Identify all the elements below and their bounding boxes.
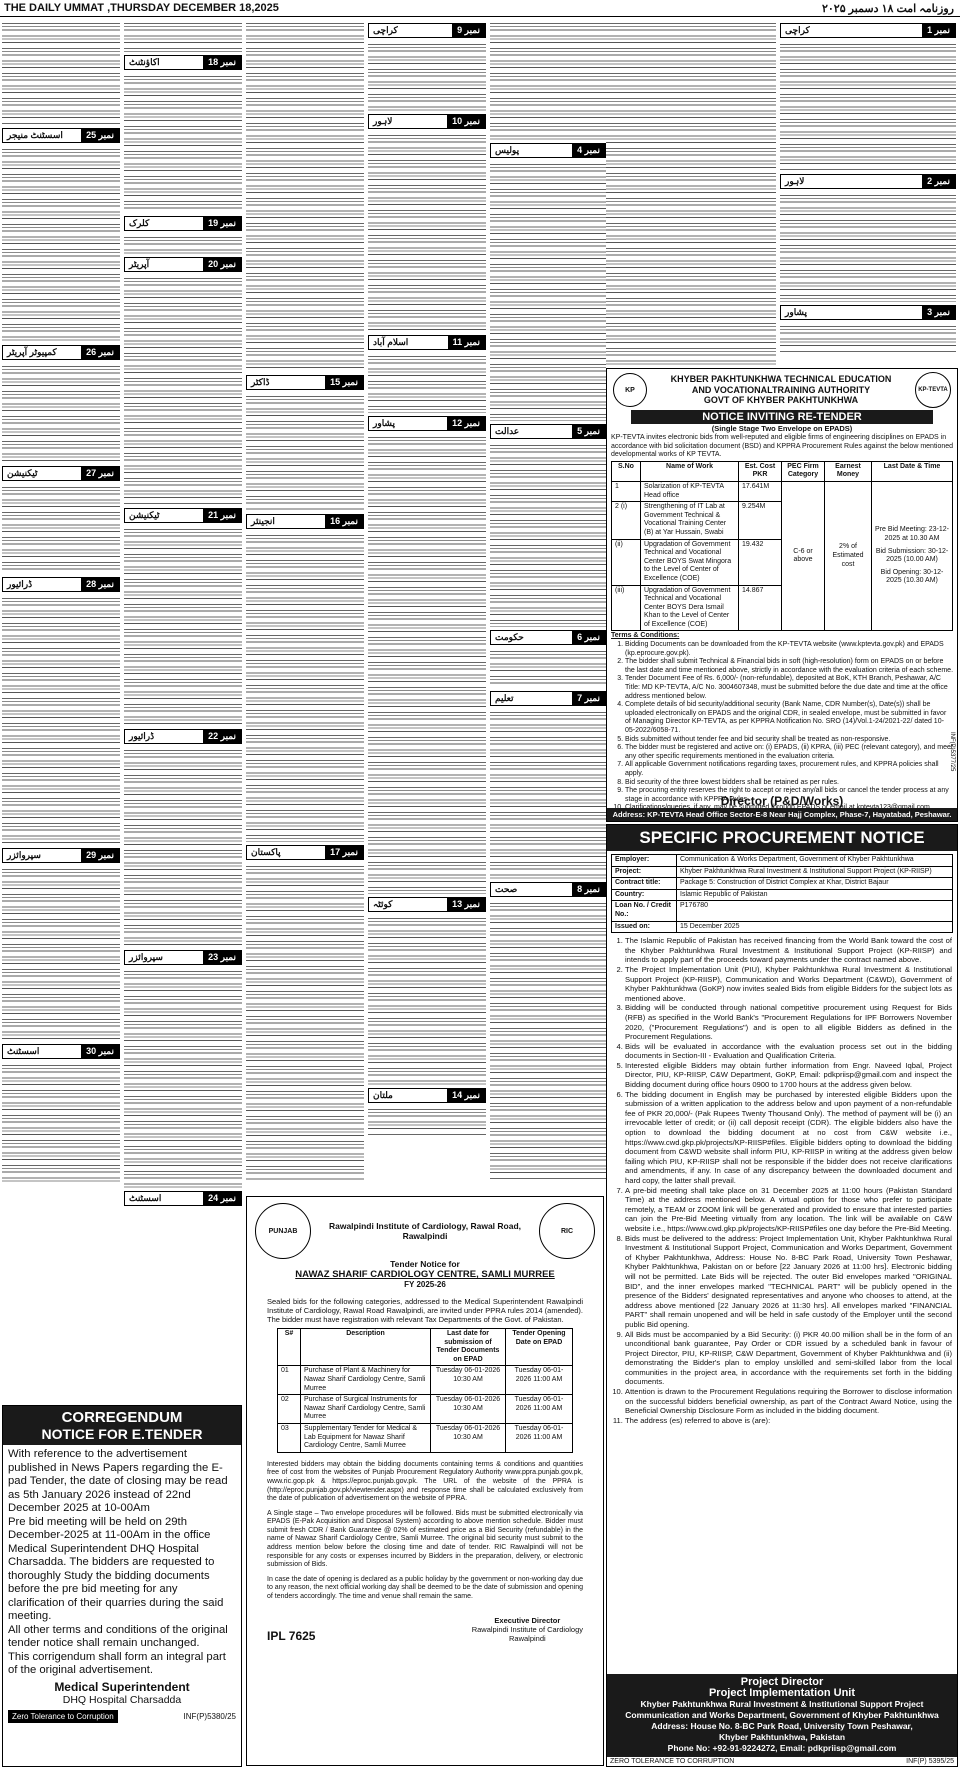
spn-item: 2. The Project Implementation Unit (PIU), Khyber Pakhtunkhwa Rural Investment & Institutional Support Project (KP-RIISP), Communication and Works Department (C&WD), Government of Khyber Pakhtunkhwa (GoKP) now invites sealed Bids from eligible Bidders for the subject lots as mentioned above. xyxy=(625,965,952,1003)
spn-item: 1. The Islamic Republic of Pakistan has received financing from the World Bank toward the cost of the Khyber Pakhtunkhwa Rural Investment & Institutional Support Project (KP-RIISP) and intends to apply part of the proceeds toward payments under the contract named above. xyxy=(625,936,952,965)
corrigendum-notice xyxy=(2,1405,242,1767)
ric-intro: Sealed bids for the following categories, addressed to the Medical Superintendent Rawalpindi Institute of Cardiology, Rawal Road Rawalpindi, are invited under PPRA rules 2014 (amended). The bidder must have registration with relevant Tax Departments of the Govt. of Pakistan. xyxy=(267,1297,583,1324)
section-header: نمبر 27 ٹیکنیشن xyxy=(2,466,120,481)
ipl-number: IPL 7625 xyxy=(267,1628,316,1643)
spn-item: 4. Bids will be evaluated in accordance with the evaluation process set out in the bidding documents in Section-III - Evaluation and Qualification Criteria. xyxy=(625,1042,952,1061)
ric-tender-notice xyxy=(246,1196,604,1766)
section-header: نمبر 16 انجینئر xyxy=(246,514,364,529)
kptevta-director: Director (P&D/Works) xyxy=(720,794,844,808)
section-header: نمبر 24 اسسٹنٹ xyxy=(124,1191,242,1206)
section-header: نمبر 28 ڈرائیور xyxy=(2,577,120,592)
urdu-column-1 xyxy=(2,20,120,1210)
specific-procurement-notice xyxy=(606,824,958,1767)
term-item: 1. Bidding Documents can be downloaded from the KP-TEVTA website (www.kptevta.gov.pk) and EPADS (kp.eprocure.gov.pk). xyxy=(625,641,953,658)
ric-logo-icon: RIC xyxy=(539,1203,595,1259)
signatory: Medical Superintendent xyxy=(54,1679,190,1694)
urdu-column-3 xyxy=(246,20,364,1180)
section-header: نمبر 26 کمپیوٹر آپریٹر xyxy=(2,345,120,360)
corrigendum-para: All other terms and conditions of the original tender notice shall remain unchanged. xyxy=(8,1623,228,1649)
table-row: (ii) Upgradation of Government Technical and Vocational Center BOYS Swat Mingora to the Level of Center of Excellence (COE) 19.432 xyxy=(612,539,953,585)
section-header: نمبر 17 پاکستان xyxy=(246,845,364,860)
kptevta-logo-icon: KP-TEVTA xyxy=(915,372,951,408)
kp-emblem-icon: KP xyxy=(613,373,647,407)
corrigendum-title: CORREGENDUM xyxy=(3,1406,241,1426)
section-header: نمبر 18 اکاؤنٹنٹ xyxy=(124,55,242,70)
ric-org: Rawalpindi Institute of Cardiology, Rawal Road, Rawalpindi xyxy=(328,1221,522,1241)
spn-footer-line: Khyber Pakhtunkhwa, Pakistan xyxy=(718,1732,846,1742)
table-row: (iii) Upgradation of Government Technical and Vocational Center BOYS Dera Ismail Khan to the Level of Center of Excellence (COE) 14.867 xyxy=(612,585,953,631)
ric-signatory-org: Rawalpindi Institute of Cardiology xyxy=(471,1624,583,1634)
inf-number: INF(P) 5395/25 xyxy=(906,1758,954,1765)
term-item: 9. The procuring entity reserves the right to accept or reject any/all bids or cancel the tender process at any stage in accordance with KPPRA Rules. xyxy=(625,787,953,804)
section-header: نمبر 10 لاہور xyxy=(368,114,486,129)
kptevta-inf: INF(P)5377/25 xyxy=(949,731,955,771)
section-header: نمبر 5 عدالت xyxy=(490,424,606,439)
term-item: 3. Tender Document Fee of Rs. 6,000/- (non-refundable), deposited at BoK, KTH Branch, Peshawar, A/C Title: MD KP-TEVTA, A/C No. 3004607348, must be submitted before the due date and time at the office address mentioned below. xyxy=(625,675,953,701)
table-row: 1 Solarization of KP-TEVTA Head office 17.641M C-6 or above 2% of Estimated cost Pre Bid Meeting: 23-12-2025 at 10.30 AM Bid Submission: 30-12-2025 (10.00 AM) Bid Opening: 30-12-2025 (10.30 AM) xyxy=(612,481,953,501)
corrigendum-para: Pre bid meeting will be held on 29th December-2025 at 11-00Am in the office Medical Superintendent DHQ Hospital Charsadda. The bidders are requested to thoroughly Study the bidding documents before the pre bid meeting for any clarification of their quarries during the said meeting. xyxy=(8,1515,224,1622)
spn-footer-line: Project Director xyxy=(740,1676,824,1688)
corrigendum-subtitle: NOTICE FOR E.TENDER xyxy=(3,1426,241,1445)
spn-item: 5. Interested eligible Bidders may obtain further information from Engr. Naveed Iqbal, Project Director, PIU, KP-RIISP, C&W Department, GoKP, Email: pdkpriisp@gmail.com and inspect the Bidding document during office hours 0900 to 1700 hours at the address given below. xyxy=(625,1061,952,1090)
ric-para: Interested bidders may obtain the bidding documents containing terms & conditions and quantities free of cost from the websites of Punjab Procurement Regulatory Authority www.ppra.punjab.gov.pk, www.ric.gop.pk & https://eproc.punjab.gov.pk. The URL of the website of the PPRA is (http://eproc.punjab.gov.pk/viewtender.aspx) and response time shall be calculated exclusively from the date of publication of advertisement on the website of PPRA. xyxy=(267,1460,583,1503)
urdu-column-6 xyxy=(780,20,956,365)
masthead xyxy=(0,0,960,17)
kptevta-intro: KP-TEVTA invites electronic bids from well-reputed and eligible firms of engineering disciplines on EPADS in accordance with bid solicitation document (BSD) and KPPRA Procurement Rules against the below mentioned developmental works of KP TEVTA. xyxy=(611,434,954,459)
spn-item: 7. A pre-bid meeting shall take place on 31 December 2025 at 11:00 hours (Pakistan Standard Time) at the address mentioned below. A virtual option for those who prefer to participate remotely, a TEAM or ZOOM link will be generated and provided to ensure that interested parties can join the Pre-Bid Meeting virtually from any location. The link will be available on C&W website i.e., https://www.cwd.gkp.pk/projects/KP-RIISP#files one day before the Pre-Bid Meeting. xyxy=(625,1186,952,1234)
ric-fy: FY 2025-26 xyxy=(404,1280,446,1289)
section-header: نمبر 13 کوئٹہ xyxy=(368,897,486,912)
table-row: 02 Purchase of Surgical Instruments for Nawaz Sharif Cardiology Centre, Samli Murree Tuesday 06-01-2026 10:30 AM Tuesday 06-01-2026 11:00 AM xyxy=(278,1395,573,1424)
spn-item: 6. The bidding document in English may be purchased by interested eligible Bidders upon the submission of a written application to the address below and upon payment of a non-refundable fee of PKR 20,000/- (Pak Rupees Twenty Thousand Only). The method of payment will be (i) an irrevocable letter of credit; or (ii) call deposit receipt (CDR). The eligible bidders also have the option to download the bidding document at no cost from C&W website i.e., https://www.cwd.gkp.pk/projects/KP-RIISP#files. Eligible bidders opting to download the bidding document from C&WD website shall inform PIU, KP-RIISP in writing at the address given below failing which PIU, KP-RIISP shall not be responsible if the bidder does not receive clarifications and amendments, if any. In case of any discrepancy between the downloaded document and hard copy, the latter shall prevail. xyxy=(625,1090,952,1186)
ric-centre: NAWAZ SHARIF CARDIOLOGY CENTRE, SAMLI MURREE xyxy=(295,1269,555,1280)
urdu-column-5 xyxy=(490,20,606,1180)
spn-items xyxy=(607,936,952,1425)
section-header: نمبر 2 لاہور xyxy=(780,174,956,189)
terms-title: Terms & Conditions: xyxy=(611,632,680,640)
section-header: نمبر 7 تعلیم xyxy=(490,691,606,706)
spn-item: 3. Bidding will be conducted through national competitive procurement using Request for Bids (RFB) as specified in the World Bank's "Procurement Regulations for IPF Borrowers November 2020, ("Procurement Regulations") and is open to all eligible Bidders as defined in the Procurement Regulations. xyxy=(625,1003,952,1041)
spn-item: 11. The address (es) referred to above is (are): xyxy=(625,1416,952,1426)
punjab-emblem-icon: PUNJAB xyxy=(255,1203,311,1259)
corrigendum-para: With reference to the advertisement published in News Papers regarding the E-pad Tender, the date of closing may be read as 5th January 2026 instead of 22nd December 2025 at 10-00Am xyxy=(8,1448,228,1514)
inf-number: INF(P)5380/25 xyxy=(183,1711,236,1721)
section-header: نمبر 23 سپروائزر xyxy=(124,950,242,965)
spn-footer-line: Project Implementation Unit xyxy=(708,1687,856,1699)
section-header: نمبر 19 کلرک xyxy=(124,216,242,231)
section-header: نمبر 9 کراچی xyxy=(368,23,486,38)
masthead-urdu: روزنامہ امت ۱۸ دسمبر ۲۰۲۵ xyxy=(821,3,954,15)
term-item: 4. Complete details of bid security/additional security (Bank Name, CDR Number(s), Date(s)) shall be uploaded electronically on EPADS and the original CDR, in sealed envelope, must be submitted in favor of Managing Director KP-TEVTA, as per KPPRA Notification No. SRO (14)/Vol.1-24/2021-22/ dated 10-05-2022/6058-71. xyxy=(625,701,953,735)
kptevta-address: Address: KP-TEVTA Head Office Sector-E-8 Near Hajj Complex, Phase-7, Hayatabad, Peshawar. xyxy=(607,808,957,821)
signatory-office: DHQ Hospital Charsadda xyxy=(62,1694,182,1706)
section-header: نمبر 8 صحت xyxy=(490,882,606,897)
spn-footer-line: Khyber Pakhtunkhwa Rural Investment & Institutional Support Project xyxy=(640,1699,924,1709)
spn-footer-line: Phone No: +92-91-9224272, Email: pdkpriisp@gmail.com xyxy=(667,1743,897,1753)
masthead-english: THE DAILY UMMAT ,THURSDAY DECEMBER 18,2025 xyxy=(4,2,279,14)
spn-item: 9. All Bids must be accompanied by a Bid Security: (i) PKR 40.00 million shall be in the form of an unconditional bank guarantee, Pay Order or CDR issued by a scheduled bank in favour of Project Director, PIU, KP-RIISP, C&W Department, Government of Khyber Pakhtunkhwa and (ii) demonstrating the Bidder's plan to employ unskilled and semi-skilled labor from the local communities in the project area, in accordance with the requirements set forth in the bidding documents. xyxy=(625,1330,952,1388)
urdu-column-6a xyxy=(606,20,776,365)
term-item: 5. Bids submitted without tender fee and bid security shall be treated as non-responsive. xyxy=(625,736,953,745)
zero-tolerance-badge: Zero Tolerance to Corruption xyxy=(8,1710,118,1724)
ric-signatory-city: Rawalpindi xyxy=(509,1633,546,1643)
section-header: نمبر 11 اسلام آباد xyxy=(368,335,486,350)
term-item: 8. Bid security of the three lowest bidders shall be retained as per rules. xyxy=(625,779,953,788)
kptevta-sub: (Single Stage Two Envelope on EPADS) xyxy=(711,424,853,433)
kptevta-retender-notice xyxy=(606,368,958,822)
term-item: 6. The bidder must be registered and active on: (i) EPADS, (ii) KPRA, (iii) PEC (relevant category), and meet any other specific requirements mentioned in the evaluation criteria. xyxy=(625,744,953,761)
section-header: نمبر 1 کراچی xyxy=(780,23,956,38)
section-header: نمبر 6 حکومت xyxy=(490,630,606,645)
spn-footer-line: Communication and Works Department, Government of Khyber Pakhtunkhwa xyxy=(625,1710,939,1720)
section-header: نمبر 15 ڈاکٹر xyxy=(246,375,364,390)
spn-title: SPECIFIC PROCUREMENT NOTICE xyxy=(607,825,957,851)
section-header: نمبر 29 سپروائزر xyxy=(2,848,120,863)
urdu-column-4 xyxy=(368,20,486,1180)
section-header: نمبر 12 پشاور xyxy=(368,416,486,431)
section-header: نمبر 3 پشاور xyxy=(780,305,956,320)
spn-meta-table: Employer: Communication & Works Department, Government of Khyber Pakhtunkhwa Project: Khyber Pakhtunkhwa Rural Investment & Institutional Support Project (KP-RIISP) Contract title: Package 5: Construction of District Complex at Khar, District Bajaur Country: Islamic Republic of Pakistan Loan No. / Credit No.: P176780 Issued on: 15 December 2025 xyxy=(611,854,953,933)
kptevta-bar: NOTICE INVITING RE-TENDER xyxy=(631,410,933,424)
kptevta-title: AND VOCATIONALTRAINING AUTHORITY xyxy=(691,384,871,395)
urdu-column-2 xyxy=(124,20,242,1212)
table-row: 2 (i) Strengthening of IT Lab at Government Technical & Vocational Training Center (B) at Yar Hussain, Swabi 9.254M xyxy=(612,502,953,539)
section-header: نمبر 4 پولیس xyxy=(490,143,606,158)
kptevta-table: S.No Name of Work Est. Cost PKR PEC Firm Category Earnest Money Last Date & Time 1 Solarization of KP-TEVTA Head office 17.641M C-6 or above 2% of Estimated cost Pre Bid Meeting: 23-12-2025 at 10.30 AM Bid Submission: 30-12-2025 (10.00 AM) Bid Opening: 30-12-2025 (10.30 AM) 2 (i) Strengthening of IT Lab at Government Technical & Vocational Training Center (B) at Yar Hussain, Swabi 9.254M (ii) Upgradation of Government Technical and Vocational Center BOYS Swat Mingora to the Level of Center of Excellence (COE) 19.432 (iii) Upgradation of Government Technical and Vocational Center BOYS Dera Ismail Khan to the Level of Center of Excellence (COE) 14.867 xyxy=(611,461,953,632)
ric-notice: Tender Notice for xyxy=(390,1259,460,1269)
spn-item: 10. Attention is drawn to the Procurement Regulations requiring the Borrower to disclose information on the successful bidders beneficial ownership, as part of the Contract Award Notice, using the Beneficial Ownership Disclosure Form as included in the bidding document. xyxy=(625,1387,952,1416)
kptevta-title: GOVT OF KHYBER PAKHTUNKHWA xyxy=(703,395,859,406)
section-header: نمبر 22 ڈرائیور xyxy=(124,729,242,744)
term-item: 7. All applicable Government notifications regarding taxes, procurement rules, and KPPRA policies shall apply. xyxy=(625,761,953,778)
section-header: نمبر 14 ملتان xyxy=(368,1088,486,1103)
ric-signatory: Executive Director xyxy=(494,1615,561,1625)
terms-list xyxy=(607,641,953,813)
spn-footer-line: Address: House No. 8-BC Park Road, University Town Peshawar, xyxy=(651,1721,913,1731)
term-item: 2. The bidder shall submit Technical & Financial bids in soft (high-resolution) form on EPADS on or before the last date and time mentioned above, strictly in accordance with the evaluation criteria of each scheme. xyxy=(625,658,953,675)
table-row: 03 Supplementary Tender for Medical & Lab Equipment for Nawaz Sharif Cardiology Centre, Samli Murree Tuesday 06-01-2026 10:30 AM Tuesday 06-01-2026 11:00 AM xyxy=(278,1423,573,1452)
ric-para: A Single stage – Two envelope procedures will be followed. Bids must be submitted electronically via EPADS (E-Pak Acquisition and Disposal System) according to above mention schedule. Bidder must submit fresh CDR / Bank Guarantee @ 02% of estimated price as a Bid Security (refundable) in the name of Nawaz Sharif Cardiology Centre, Samli Murree. The original bid security must submit to the address mention below before the closing time and date of tender. RIC Rawalpindi will not be responsible for any costs or expenses incurred by Bidders in the preparation, delivery, or electronic submission of Bids. xyxy=(267,1509,583,1569)
kptevta-title: KHYBER PAKHTUNKHWA TECHNICAL EDUCATION xyxy=(670,374,892,385)
section-header: نمبر 21 ٹیکنیشن xyxy=(124,508,242,523)
section-header: نمبر 25 اسسٹنٹ منیجر xyxy=(2,128,120,143)
spn-item: 8. Bids must be delivered to the address: Project Implementation Unit, Khyber Pakhtunkhwa Rural Investment & Institutional Support Project, Communication and Works Department, Government of Khyber Pakhtunkhwa, Address: House No. 8-BC Park Road, University Town Peshawar, Khyber Pakhtunkhwa, Pakistan on or before [22 January 2026 at 11:00 hrs]. Electronic bidding will not be permitted. Late Bids will be rejected. The outer Bid envelopes marked "ORIGINAL BID", and the inner envelopes marked "TECHNICAL PART" will be publicly opened in the presence of the Bidders' designated representatives and anyone who chooses to attend, at the address above mentioned [22 January 2026 at 11:30 hrs]. All envelopes marked "FINANCIAL PART" shall remain unopened and will be held in safe custody of the Employer until the second public Bid opening. xyxy=(625,1234,952,1330)
section-header: نمبر 30 اسسٹنٹ xyxy=(2,1044,120,1059)
ric-para: In case the date of opening is declared as a public holiday by the government or non-working day due to any reason, the next official working day shall be deemed to be the date of submission and opening of tenders accordingly. The time and venue shall remain the same. xyxy=(267,1575,583,1601)
ric-tender-table: S# Description Last date for submission of Tender Documents on EPAD Tender Opening Date on EPAD 01 Purchase of Plant & Machinery for Nawaz Sharif Cardiology Centre, Samli Murree Tuesday 06-01-2026 10:30 AM Tuesday 06-01-2026 11:00 AM 02 Purchase of Surgical Instruments for Nawaz Sharif Cardiology Centre, Samli Murree Tuesday 06-01-2026 10:30 AM Tuesday 06-01-2026 11:00 AM 03 Supplementary Tender for Medical & Lab Equipment for Nawaz Sharif Cardiology Centre, Samli Murree Tuesday 06-01-2026 10:30 AM Tuesday 06-01-2026 11:00 AM xyxy=(277,1328,573,1453)
table-row: 01 Purchase of Plant & Machinery for Nawaz Sharif Cardiology Centre, Samli Murree Tuesday 06-01-2026 10:30 AM Tuesday 06-01-2026 11:00 AM xyxy=(278,1366,573,1395)
section-header: نمبر 20 آپریٹر xyxy=(124,257,242,272)
zero-tolerance-badge: ZERO TOLERANCE TO CORRUPTION xyxy=(610,1758,735,1765)
corrigendum-para: This corrigendum shall form an integral part of the original advertisement. xyxy=(8,1650,226,1676)
